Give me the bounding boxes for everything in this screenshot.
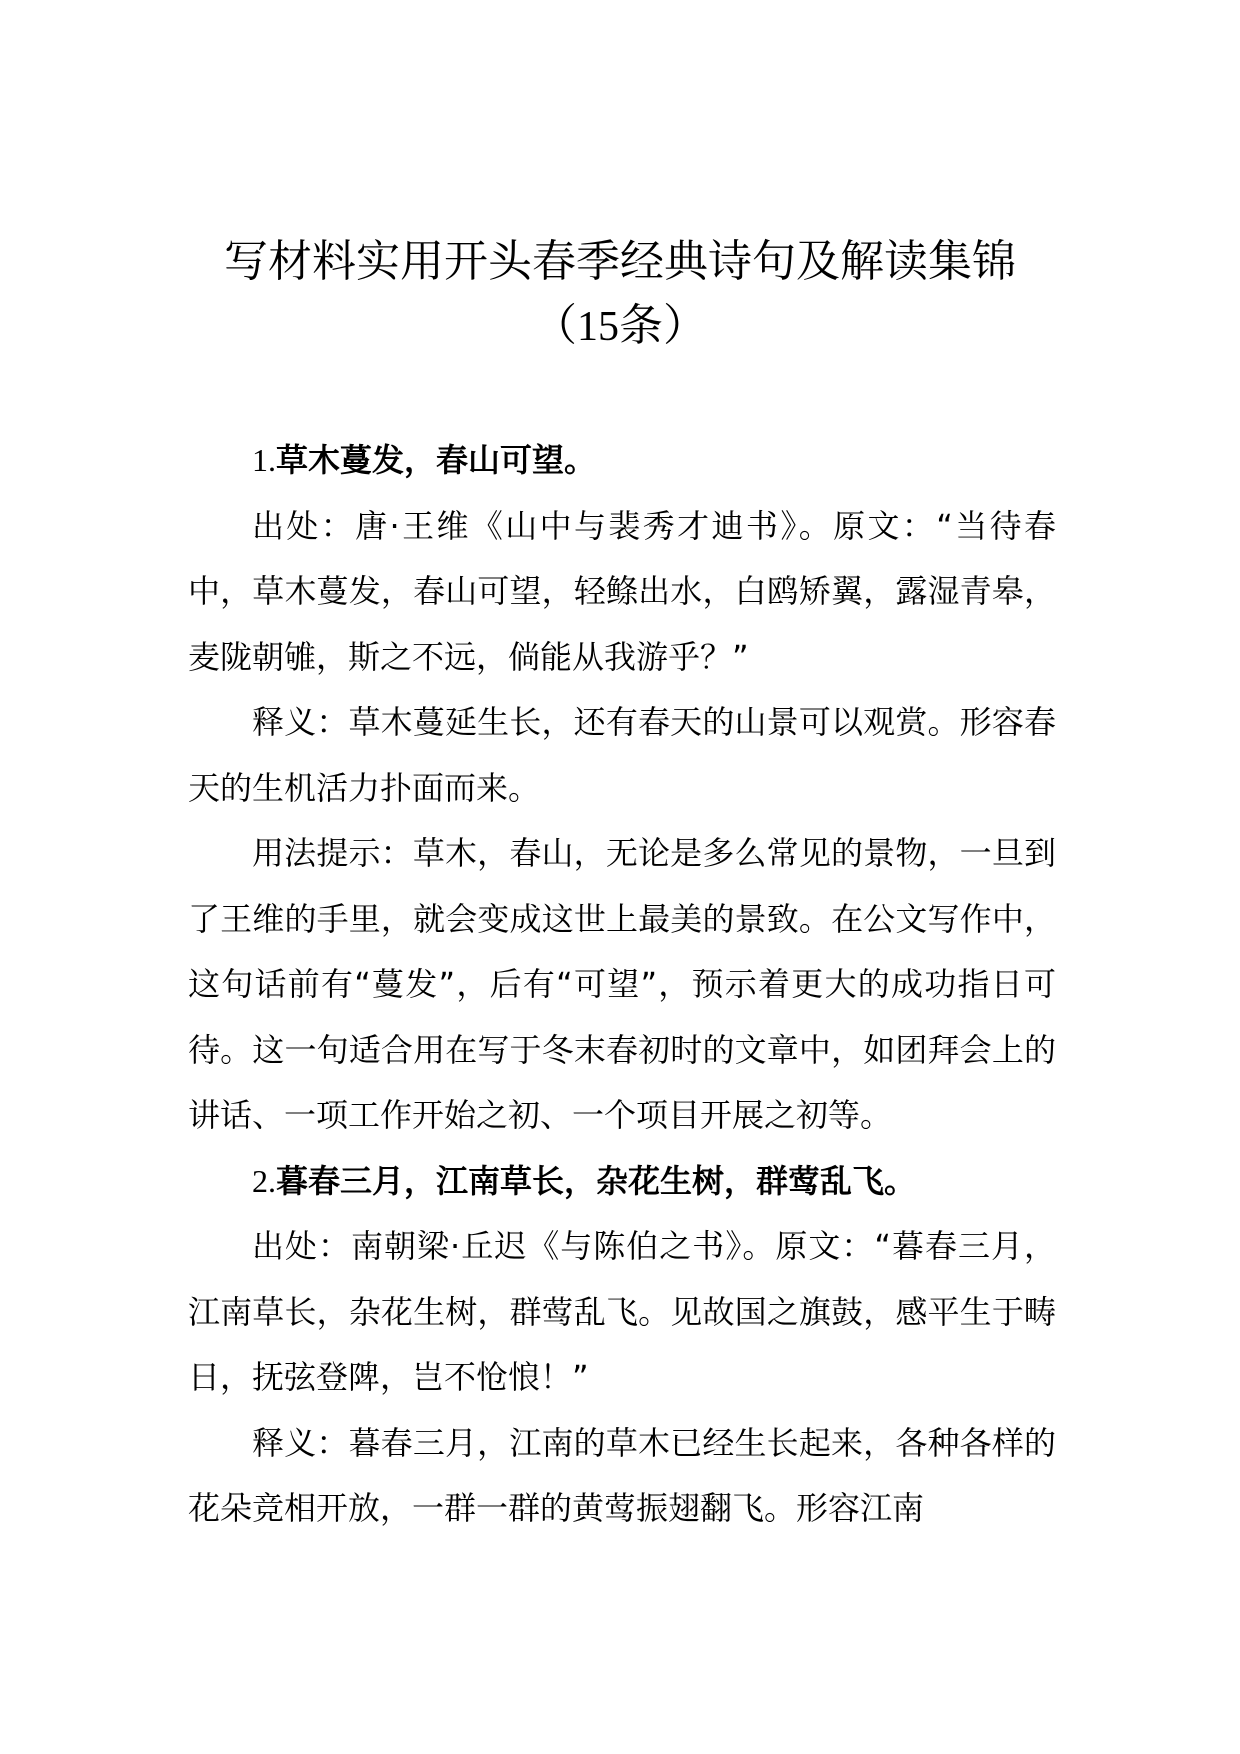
title-open-paren: （ xyxy=(533,300,577,351)
title-text: 写材料实用开头春季经典诗句及解读集锦 xyxy=(224,236,1016,287)
title-count-number: 15 xyxy=(577,304,619,350)
poem-heading xyxy=(188,428,1056,494)
item-number: 1. xyxy=(252,442,276,478)
source-paragraph: 出处：唐·王维《山中与裴秀才迪书》。原文：“当待春中，草木蔓发，春山可望，轻鲦出水，白鸥矫翼，露湿青皋，麦陇朝雊，斯之不远，倘能从我游乎？” xyxy=(188,506,1056,676)
source-paragraph: 出处：南朝梁·丘迟《与陈伯之书》。原文：“暮春三月，江南草长，杂花生树，群莺乱飞。见故国之旗鼓，感平生于畴日，抚弦登陴，岂不怆悢！” xyxy=(188,1227,1056,1396)
meaning-paragraph: 释义：暮春三月，江南的草木已经生长起来，各种各样的花朵竞相开放，一群一群的黄莺振翅翻飞。形容江南 xyxy=(188,1423,1056,1527)
poem-line: 草木蔓发，春山可望。 xyxy=(276,441,597,479)
item-number: 2. xyxy=(252,1162,276,1199)
document-title-line-2 xyxy=(150,296,1090,357)
document-body xyxy=(188,428,1056,1542)
document-title-line-1 xyxy=(150,232,1090,292)
usage-tip-paragraph: 用法提示：草木，春山，无论是多么常见的景物，一旦到了王维的手里，就会变成这世上最美的景致。在公文写作中，这句话前有“蔓发”，后有“可望”，预示着更大的成功指日可待。这一句适合用在写于冬末春初时的文章中，如团拜会上的讲话、一项工作开始之初、一个项目开展之初等。 xyxy=(188,834,1056,1134)
poem-heading xyxy=(188,1149,1056,1215)
title-count-suffix: 条） xyxy=(619,300,707,351)
meaning-paragraph: 释义：草木蔓延生长，还有春天的山景可以观赏。形容春天的生机活力扑面而来。 xyxy=(188,703,1056,807)
poem-line: 暮春三月，江南草长，杂花生树，群莺乱飞。 xyxy=(276,1161,917,1200)
